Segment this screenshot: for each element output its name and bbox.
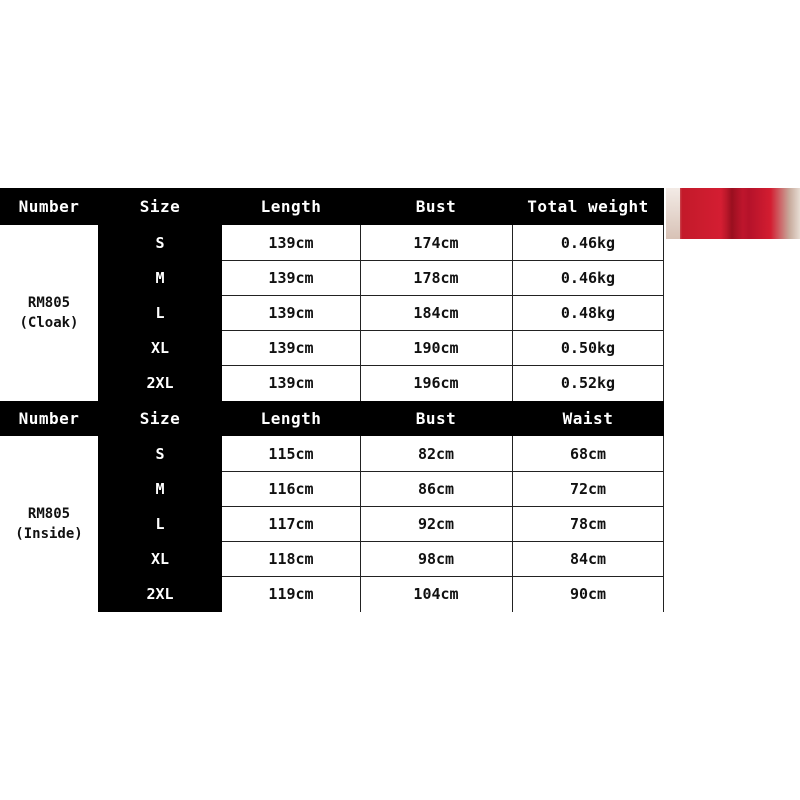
size-cell: S (98, 436, 222, 471)
model-number-cell (0, 436, 98, 612)
length-cell: 115cm (222, 436, 360, 471)
length-cell: 116cm (222, 471, 360, 506)
bust-cell: 86cm (360, 471, 512, 506)
row-divider (222, 260, 664, 261)
bust-cell: 184cm (360, 295, 512, 330)
header-size: Size (98, 188, 222, 225)
size-cell: M (98, 471, 222, 506)
header-waist: Waist (512, 401, 664, 436)
weight-cell: 0.46kg (512, 260, 664, 295)
waist-cell: 90cm (512, 576, 664, 612)
bust-cell: 174cm (360, 225, 512, 260)
bust-cell: 178cm (360, 260, 512, 295)
size-cell: S (98, 225, 222, 260)
length-cell: 119cm (222, 576, 360, 612)
size-cell: L (98, 506, 222, 541)
length-cell: 118cm (222, 541, 360, 576)
length-cell: 139cm (222, 260, 360, 295)
bust-cell: 190cm (360, 330, 512, 365)
model-variant: (Cloak) (19, 315, 79, 331)
column-divider (663, 436, 664, 612)
size-cell: 2XL (98, 576, 222, 612)
bust-cell: 98cm (360, 541, 512, 576)
length-cell: 139cm (222, 330, 360, 365)
row-divider (222, 365, 664, 366)
size-cell: XL (98, 541, 222, 576)
size-cell: L (98, 295, 222, 330)
column-divider (512, 436, 513, 612)
weight-cell: 0.48kg (512, 295, 664, 330)
bust-cell: 104cm (360, 576, 512, 612)
waist-cell: 68cm (512, 436, 664, 471)
row-divider (222, 295, 664, 296)
header-length: Length (222, 401, 360, 436)
bust-cell: 82cm (360, 436, 512, 471)
row-divider (222, 506, 664, 507)
size-cell: XL (98, 330, 222, 365)
bust-cell: 196cm (360, 365, 512, 401)
column-divider (512, 225, 513, 401)
model-number: RM805 (27, 506, 71, 522)
length-cell: 117cm (222, 506, 360, 541)
row-divider (222, 541, 664, 542)
row-divider (222, 471, 664, 472)
header-total-weight: Total weight (512, 188, 664, 225)
header-number: Number (0, 401, 98, 436)
column-divider (360, 225, 361, 401)
column-divider (360, 436, 361, 612)
length-cell: 139cm (222, 225, 360, 260)
size-cell: M (98, 260, 222, 295)
bust-cell: 92cm (360, 506, 512, 541)
row-divider (222, 330, 664, 331)
length-cell: 139cm (222, 365, 360, 401)
size-cell: 2XL (98, 365, 222, 401)
length-cell: 139cm (222, 295, 360, 330)
model-variant: (Inside) (15, 526, 83, 542)
header-number: Number (0, 188, 98, 225)
row-divider (222, 576, 664, 577)
weight-cell: 0.46kg (512, 225, 664, 260)
waist-cell: 78cm (512, 506, 664, 541)
header-bust: Bust (360, 401, 512, 436)
header-size: Size (98, 401, 222, 436)
waist-cell: 84cm (512, 541, 664, 576)
waist-cell: 72cm (512, 471, 664, 506)
product-photo-thumbnail (666, 188, 800, 239)
column-divider (663, 225, 664, 401)
size-chart (0, 188, 800, 612)
header-length: Length (222, 188, 360, 225)
weight-cell: 0.52kg (512, 365, 664, 401)
model-number: RM805 (27, 295, 71, 311)
weight-cell: 0.50kg (512, 330, 664, 365)
header-bust: Bust (360, 188, 512, 225)
model-number-cell (0, 225, 98, 401)
